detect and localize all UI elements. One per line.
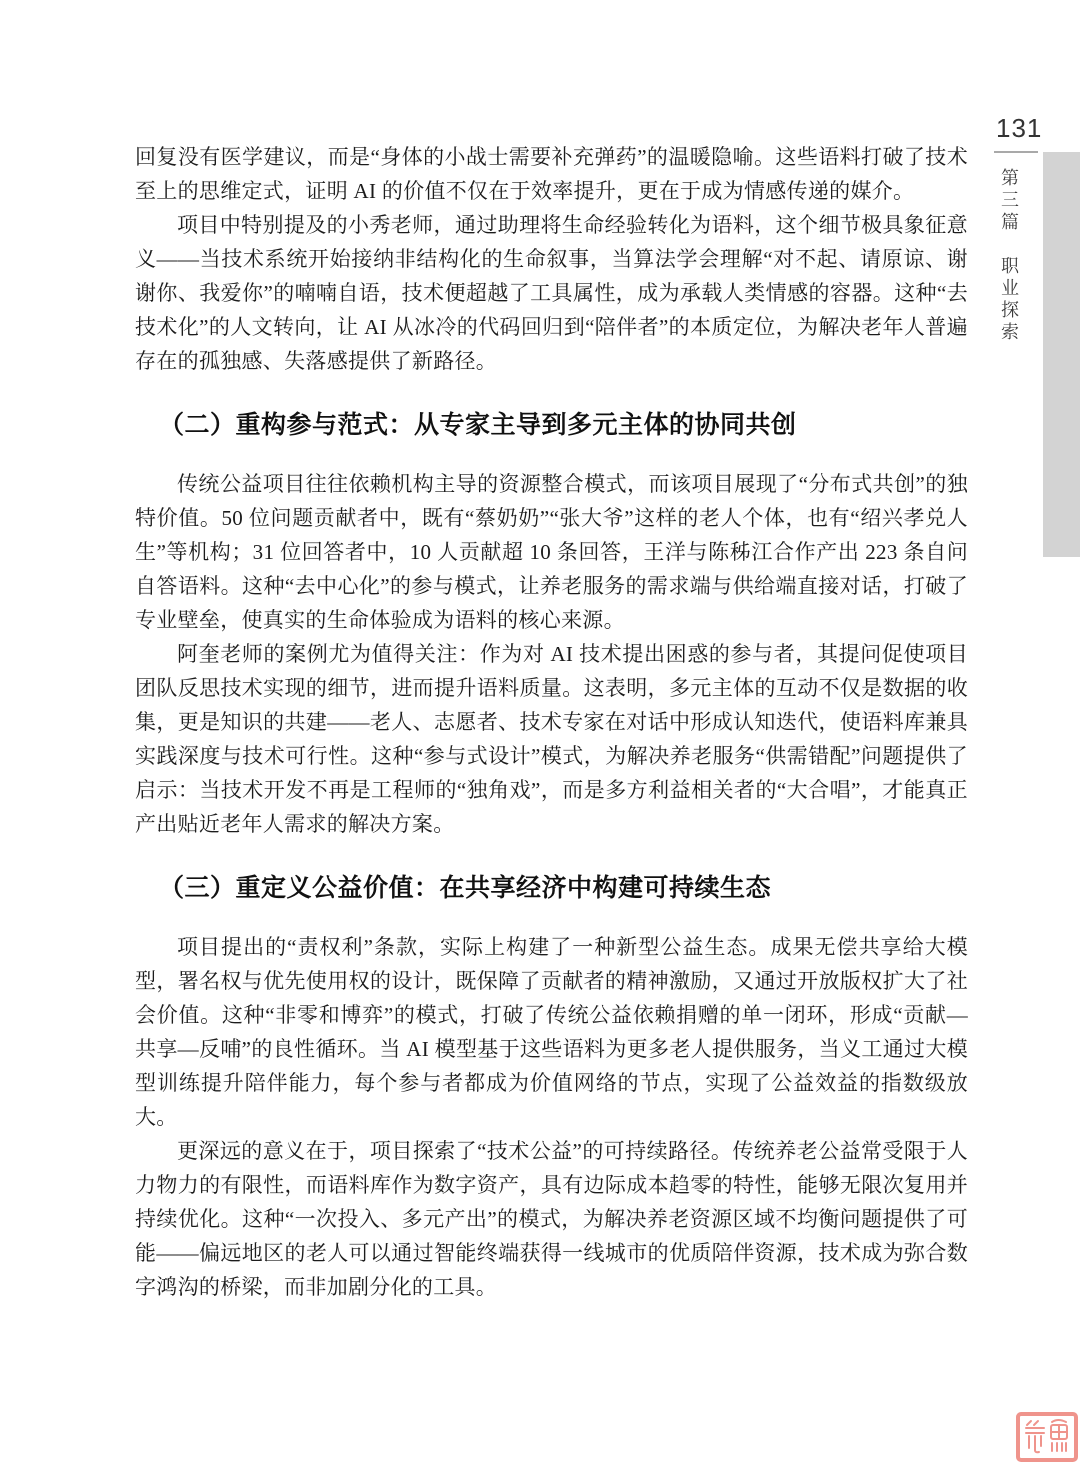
page-number-rule <box>994 151 1038 153</box>
body-paragraph: 更深远的意义在于，项目探索了“技术公益”的可持续路径。传统养老公益常受限于人力物力的有限性，而语料库作为数字资产，具有边际成本趋零的特性，能够无限次复用并持续优化。这种“一次投入、多元产出”的模式，为解决养老资源区域不均衡问题提供了可能——偏远地区的老人可以通过智能终端获得一线城市的优质陪伴资源，技术成为弥合数字鸿沟的桥梁，而非加剧分化的工具。 <box>135 1139 968 1299</box>
body-paragraph: 回复没有医学建议，而是“身体的小战士需要补充弹药”的温暖隐喻。这些语料打破了技术至上的思维定式，证明 AI 的价值不仅在于效率提升，更在于成为情感传递的媒介。 <box>135 145 968 203</box>
section-heading: （三）重定义公益价值：在共享经济中构建可持续生态 <box>159 875 772 902</box>
side-tab-chapter-label: 职业探索 <box>999 256 1019 344</box>
body-paragraph: 传统公益项目往往依赖机构主导的资源整合模式，而该项目展现了“分布式共创”的独特价值。50 位问题贡献者中，既有“蔡奶奶”“张大爷”这样的老人个体，也有“绍兴孝兑人生”等机构；31 位回答者中，10 人贡献超 10 条回答，王洋与陈秭江合作产出 223 条自问自答语料。这种“去中心化”的参与模式，让养老服务的需求端与供给端直接对话，打破了专业壁垒，使真实的生命体验成为语料的核心来源。 <box>135 472 968 632</box>
page-number: 131 <box>996 113 1043 143</box>
chapter-side-tab <box>996 168 1022 468</box>
body-paragraph: 阿奎老师的案例尤为值得关注：作为对 AI 技术提出困惑的参与者，其提问促使项目团队反思技术实现的细节，进而提升语料质量。这表明，多元主体的互动不仅是数据的收集，更是知识的共建——老人、志愿者、技术专家在对话中形成认知迭代，使语料库兼具实践深度与技术可行性。这种“参与式设计”模式，为解决养老服务“供需错配”问题提供了启示：当技术开发不再是工程师的“独角戏”，而是多方利益相关者的“大合唱”，才能真正产出贴近老年人需求的解决方案。 <box>135 642 968 836</box>
body-paragraph: 项目中特别提及的小秀老师，通过助理将生命经验转化为语料，这个细节极具象征意义——当技术系统开始接纳非结构化的生命叙事，当算法学会理解“对不起、请原谅、谢谢你、我爱你”的喃喃自语，技术便超越了工具属性，成为承载人类情感的容器。这种“去技术化”的人文转向，让 AI 从冰冷的代码回归到“陪伴者”的本质定位，为解决老年人普遍存在的孤独感、失落感提供了新路径。 <box>135 213 968 373</box>
section-heading: （二）重构参与范式：从专家主导到多元主体的协同共创 <box>159 412 797 439</box>
body-paragraph: 项目提出的“责权利”条款，实际上构建了一种新型公益生态。成果无偿共享给大模型，署名权与优先使用权的设计，既保障了贡献者的精神激励，又通过开放版权扩大了社会价值。这种“非零和博弈”的模式，打破了传统公益依赖捐赠的单一闭环，形成“贡献—共享—反哺”的良性循环。当 AI 模型基于这些语料为更多老人提供服务，当义工通过大模型训练提升陪伴能力，每个参与者都成为价值网络的节点，实现了公益效益的指数级放大。 <box>135 935 968 1129</box>
side-tab-part-label: 第三篇 <box>999 168 1019 234</box>
page-text-column <box>135 140 968 1304</box>
red-seal-stamp-icon <box>1016 1412 1078 1462</box>
chapter-tab-bar <box>1043 152 1080 557</box>
